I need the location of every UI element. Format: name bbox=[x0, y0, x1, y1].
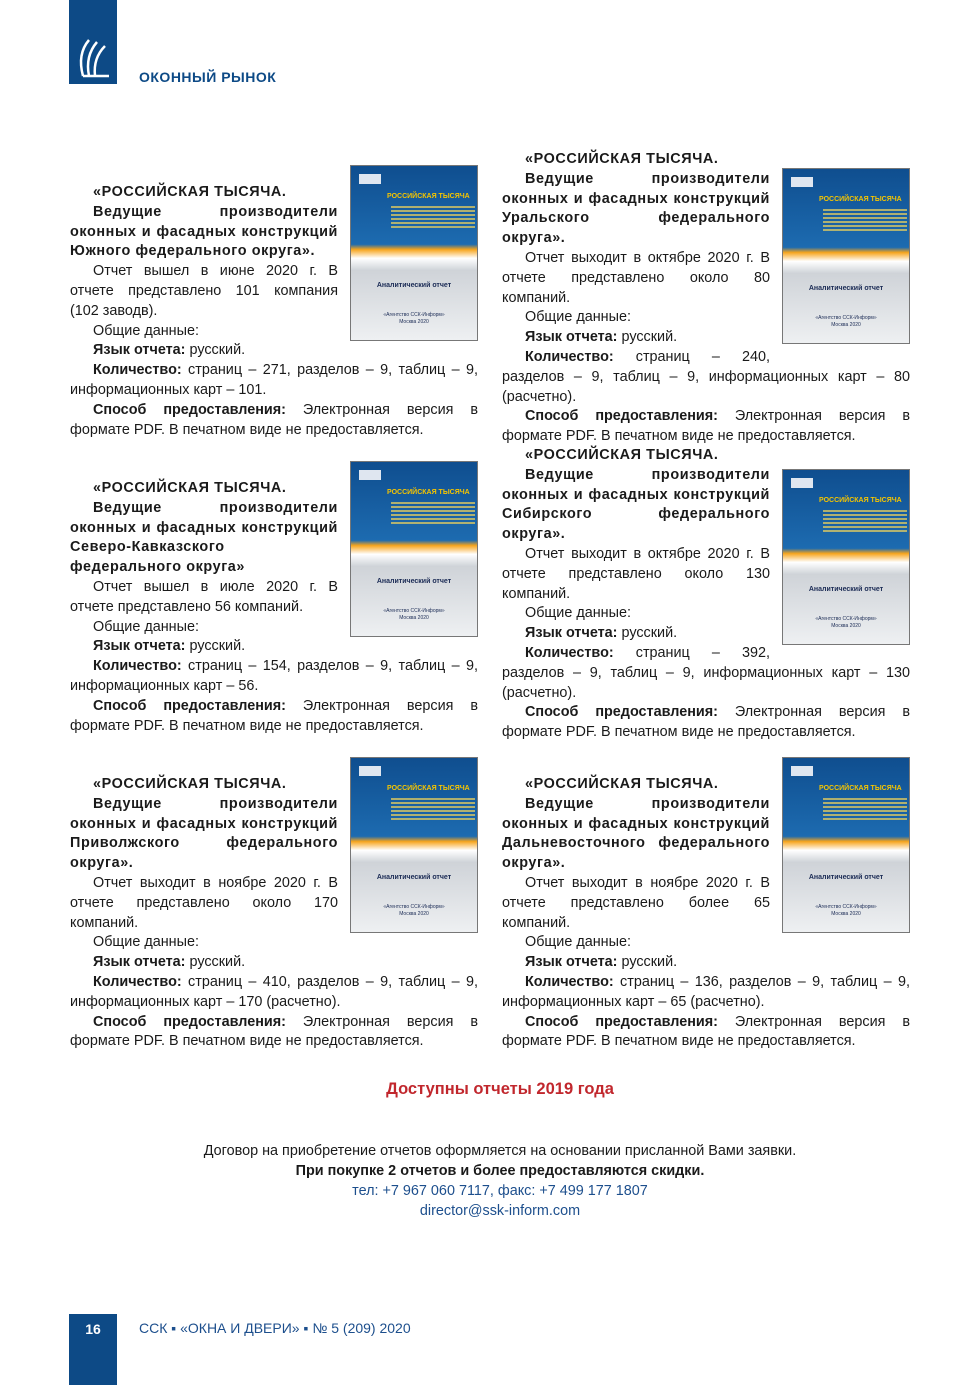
language-value: русский. bbox=[185, 638, 246, 655]
language-label: Язык отчета: bbox=[525, 954, 618, 971]
cover-city: Москва 2020 bbox=[399, 615, 429, 621]
delivery-value: Электронная версия в формате PDF. В печатном виде не предоставляется. bbox=[70, 401, 479, 438]
general-data-label: Общие данные: bbox=[525, 309, 631, 326]
quantity-value: страниц – 392, разделов – 9, таблиц – 9, информационных карт – 130 (расчетно). bbox=[502, 644, 910, 701]
language-value: русский. bbox=[617, 954, 678, 971]
cover-publisher-name: «Агентство ССК-Информ» bbox=[383, 312, 445, 318]
report-quantity bbox=[502, 348, 910, 407]
language-label: Язык отчета: bbox=[93, 638, 186, 655]
report-cover-image bbox=[350, 461, 478, 637]
report-entry bbox=[502, 757, 910, 1052]
cover-title: РОССИЙСКАЯ ТЫСЯЧА bbox=[819, 785, 902, 792]
discount-note: При покупке 2 отчетов и более предоставляются скидки. bbox=[295, 1163, 705, 1179]
report-subtitle: Ведущие производители оконных и фасадных конструкций Приволжского федерального округа». bbox=[70, 795, 338, 872]
cover-publisher-name: «Агентство ССК-Информ» bbox=[383, 904, 445, 910]
cover-subtitle-lines bbox=[823, 510, 907, 532]
contact-phone: тел: +7 967 060 7117, факс: +7 499 177 1807 bbox=[352, 1183, 648, 1199]
report-delivery bbox=[502, 703, 910, 743]
report-subtitle: Ведущие производители оконных и фасадных конструкций Сибирского федерального округа». bbox=[502, 466, 770, 543]
cover-logo-icon bbox=[359, 174, 381, 184]
quantity-label: Количество: bbox=[525, 348, 614, 365]
language-value: русский. bbox=[617, 625, 678, 642]
cover-publisher-name: «Агентство ССК-Информ» bbox=[815, 904, 877, 910]
language-value: русский. bbox=[185, 342, 246, 359]
report-cover-image bbox=[350, 757, 478, 933]
report-title: «РОССИЙСКАЯ ТЫСЯЧА. bbox=[525, 447, 719, 463]
report-release: Отчет выходит в ноябре 2020 г. В отчете представлено около 170 компаний. bbox=[70, 874, 338, 931]
report-release: Отчет выходит в ноябре 2020 г. В отчете представлено более 65 компаний. bbox=[502, 874, 770, 931]
quantity-label: Количество: bbox=[93, 362, 182, 379]
report-quantity bbox=[502, 973, 910, 1013]
cover-type: Аналитический отчет bbox=[808, 586, 884, 593]
cover-city: Москва 2020 bbox=[399, 911, 429, 917]
report-title: «РОССИЙСКАЯ ТЫСЯЧА. bbox=[93, 184, 287, 200]
cover-publisher bbox=[351, 312, 477, 326]
cover-subtitle-lines bbox=[391, 798, 475, 820]
cover-publisher-name: «Агентство ССК-Информ» bbox=[383, 608, 445, 614]
report-release: Отчет вышел в июле 2020 г. В отчете представлено 56 компаний. bbox=[70, 578, 338, 615]
report-entry bbox=[70, 461, 478, 736]
delivery-label: Способ предоставления: bbox=[93, 697, 286, 714]
report-delivery bbox=[502, 1013, 910, 1053]
cover-title: РОССИЙСКАЯ ТЫСЯЧА bbox=[387, 489, 470, 496]
report-language bbox=[70, 637, 478, 657]
report-title: «РОССИЙСКАЯ ТЫСЯЧА. bbox=[93, 776, 287, 792]
report-release: Отчет выходит в октябре 2020 г. В отчете представлено около 80 компаний. bbox=[502, 249, 770, 306]
contact-email[interactable]: director@ssk-inform.com bbox=[419, 1203, 581, 1219]
report-language bbox=[70, 341, 478, 361]
journal-footer: ССК ▪ «ОКНА И ДВЕРИ» ▪ № 5 (209) 2020 bbox=[139, 1320, 411, 1336]
report-release: Отчет выходит в октябре 2020 г. В отчете представлено около 130 компаний. bbox=[502, 545, 770, 602]
report-quantity bbox=[70, 657, 478, 697]
cover-city: Москва 2020 bbox=[831, 623, 861, 629]
quantity-label: Количество: bbox=[93, 658, 182, 675]
delivery-label: Способ предоставления: bbox=[93, 1013, 286, 1030]
language-label: Язык отчета: bbox=[525, 625, 618, 642]
cover-publisher-name: «Агентство ССК-Информ» bbox=[815, 315, 877, 321]
quantity-label: Количество: bbox=[525, 644, 614, 661]
report-subtitle: Ведущие производители оконных и фасадных конструкций Дальневосточного федерального округа». bbox=[502, 795, 770, 872]
cover-logo-icon bbox=[791, 766, 813, 776]
report-title: «РОССИЙСКАЯ ТЫСЯЧА. bbox=[525, 776, 719, 792]
cover-logo-icon bbox=[791, 478, 813, 488]
cover-type: Аналитический отчет bbox=[376, 282, 452, 289]
delivery-label: Способ предоставления: bbox=[525, 1013, 718, 1030]
page-number: 16 bbox=[69, 1314, 117, 1385]
header-bar bbox=[69, 0, 117, 84]
cover-type: Аналитический отчет bbox=[376, 578, 452, 585]
delivery-label: Способ предоставления: bbox=[93, 401, 286, 418]
report-entry bbox=[70, 165, 478, 440]
quantity-value: страниц – 136, разделов – 9, таблиц – 9, информационных карт – 65 (расчетно). bbox=[502, 973, 910, 1010]
cover-city: Москва 2020 bbox=[831, 322, 861, 328]
quantity-value: страниц – 410, разделов – 9, таблиц – 9, информационных карт – 170 (расчетно). bbox=[70, 973, 478, 1010]
general-data-label: Общие данные: bbox=[93, 618, 199, 635]
delivery-value: Электронная версия в формате PDF. В печатном виде не предоставляется. bbox=[502, 1013, 911, 1050]
cover-logo-icon bbox=[359, 766, 381, 776]
cover-publisher bbox=[783, 616, 909, 630]
cover-logo-icon bbox=[791, 177, 813, 187]
report-subtitle: Ведущие производители оконных и фасадных конструкций Уральского федерального округа». bbox=[502, 170, 770, 247]
cover-subtitle-lines bbox=[823, 798, 907, 820]
report-quantity bbox=[502, 644, 910, 703]
quantity-value: страниц – 240, разделов – 9, таблиц – 9, информационных карт – 80 (расчетно). bbox=[502, 348, 910, 405]
report-quantity bbox=[70, 973, 478, 1013]
cover-type: Аналитический отчет bbox=[808, 874, 884, 881]
cover-subtitle-lines bbox=[823, 209, 907, 231]
report-quantity bbox=[70, 361, 478, 401]
logo-icon bbox=[75, 36, 111, 80]
cover-subtitle-lines bbox=[391, 206, 475, 228]
report-cover-image bbox=[350, 165, 478, 341]
quantity-label: Количество: bbox=[93, 973, 182, 990]
delivery-value: Электронная версия в формате PDF. В печатном виде не предоставляется. bbox=[502, 408, 911, 445]
cover-logo-icon bbox=[359, 470, 381, 480]
language-label: Язык отчета: bbox=[93, 342, 186, 359]
report-subtitle: Ведущие производители оконных и фасадных конструкций Северо-Кавказского федерального округа» bbox=[70, 499, 338, 576]
language-value: русский. bbox=[617, 329, 678, 346]
quantity-label: Количество: bbox=[525, 973, 614, 990]
quantity-value: страниц – 271, разделов – 9, таблиц – 9, информационных карт – 101. bbox=[70, 362, 478, 398]
report-delivery bbox=[70, 401, 478, 441]
report-delivery bbox=[502, 407, 910, 447]
general-data-label: Общие данные: bbox=[525, 605, 631, 622]
cover-type: Аналитический отчет bbox=[376, 874, 452, 881]
delivery-value: Электронная версия в формате PDF. В печатном виде не предоставляется. bbox=[70, 1013, 479, 1050]
language-label: Язык отчета: bbox=[93, 954, 186, 971]
report-entry bbox=[502, 150, 910, 447]
delivery-value: Электронная версия в формате PDF. В печатном виде не предоставляется. bbox=[502, 704, 911, 741]
available-reports-heading: Доступны отчеты 2019 года bbox=[386, 1080, 614, 1098]
cover-type: Аналитический отчет bbox=[808, 285, 884, 292]
cover-publisher bbox=[351, 608, 477, 622]
delivery-label: Способ предоставления: bbox=[525, 408, 718, 425]
delivery-value: Электронная версия в формате PDF. В печатном виде не предоставляется. bbox=[70, 697, 479, 734]
report-cover-image bbox=[782, 469, 910, 645]
cover-city: Москва 2020 bbox=[831, 911, 861, 917]
report-title: «РОССИЙСКАЯ ТЫСЯЧА. bbox=[93, 480, 287, 496]
report-entry bbox=[502, 446, 910, 743]
cover-title: РОССИЙСКАЯ ТЫСЯЧА bbox=[387, 193, 470, 200]
delivery-label: Способ предоставления: bbox=[525, 704, 718, 721]
cover-publisher-name: «Агентство ССК-Информ» bbox=[815, 616, 877, 622]
general-data-label: Общие данные: bbox=[93, 934, 199, 951]
section-title: ОКОННЫЙ РЫНОК bbox=[139, 69, 277, 85]
language-label: Язык отчета: bbox=[525, 329, 618, 346]
report-entry bbox=[70, 757, 478, 1052]
cover-city: Москва 2020 bbox=[399, 319, 429, 325]
cover-publisher bbox=[351, 904, 477, 918]
report-title: «РОССИЙСКАЯ ТЫСЯЧА. bbox=[525, 151, 719, 167]
cover-title: РОССИЙСКАЯ ТЫСЯЧА bbox=[819, 497, 902, 504]
report-subtitle: Ведущие производители оконных и фасадных конструкций Южного федерального округа». bbox=[70, 203, 338, 260]
general-data-label: Общие данные: bbox=[93, 322, 199, 339]
general-data-label: Общие данные: bbox=[525, 934, 631, 951]
report-delivery bbox=[70, 697, 478, 737]
report-delivery bbox=[70, 1013, 478, 1053]
cover-publisher bbox=[783, 904, 909, 918]
cover-title: РОССИЙСКАЯ ТЫСЯЧА bbox=[387, 785, 470, 792]
language-value: русский. bbox=[185, 954, 246, 971]
contract-note: Договор на приобретение отчетов оформляется на основании присланной Вами заявки. bbox=[203, 1143, 797, 1159]
report-language bbox=[70, 953, 478, 973]
cover-title: РОССИЙСКАЯ ТЫСЯЧА bbox=[819, 196, 902, 203]
report-cover-image bbox=[782, 168, 910, 344]
report-language bbox=[502, 953, 910, 973]
report-cover-image bbox=[782, 757, 910, 933]
quantity-value: страниц – 154, разделов – 9, таблиц – 9, информационных карт – 56. bbox=[70, 658, 478, 694]
purchase-info bbox=[0, 1141, 980, 1221]
cover-publisher bbox=[783, 315, 909, 329]
report-release: Отчет вышел в июне 2020 г. В отчете представлено 101 компания (102 заводв). bbox=[70, 263, 338, 319]
cover-subtitle-lines bbox=[391, 502, 475, 524]
